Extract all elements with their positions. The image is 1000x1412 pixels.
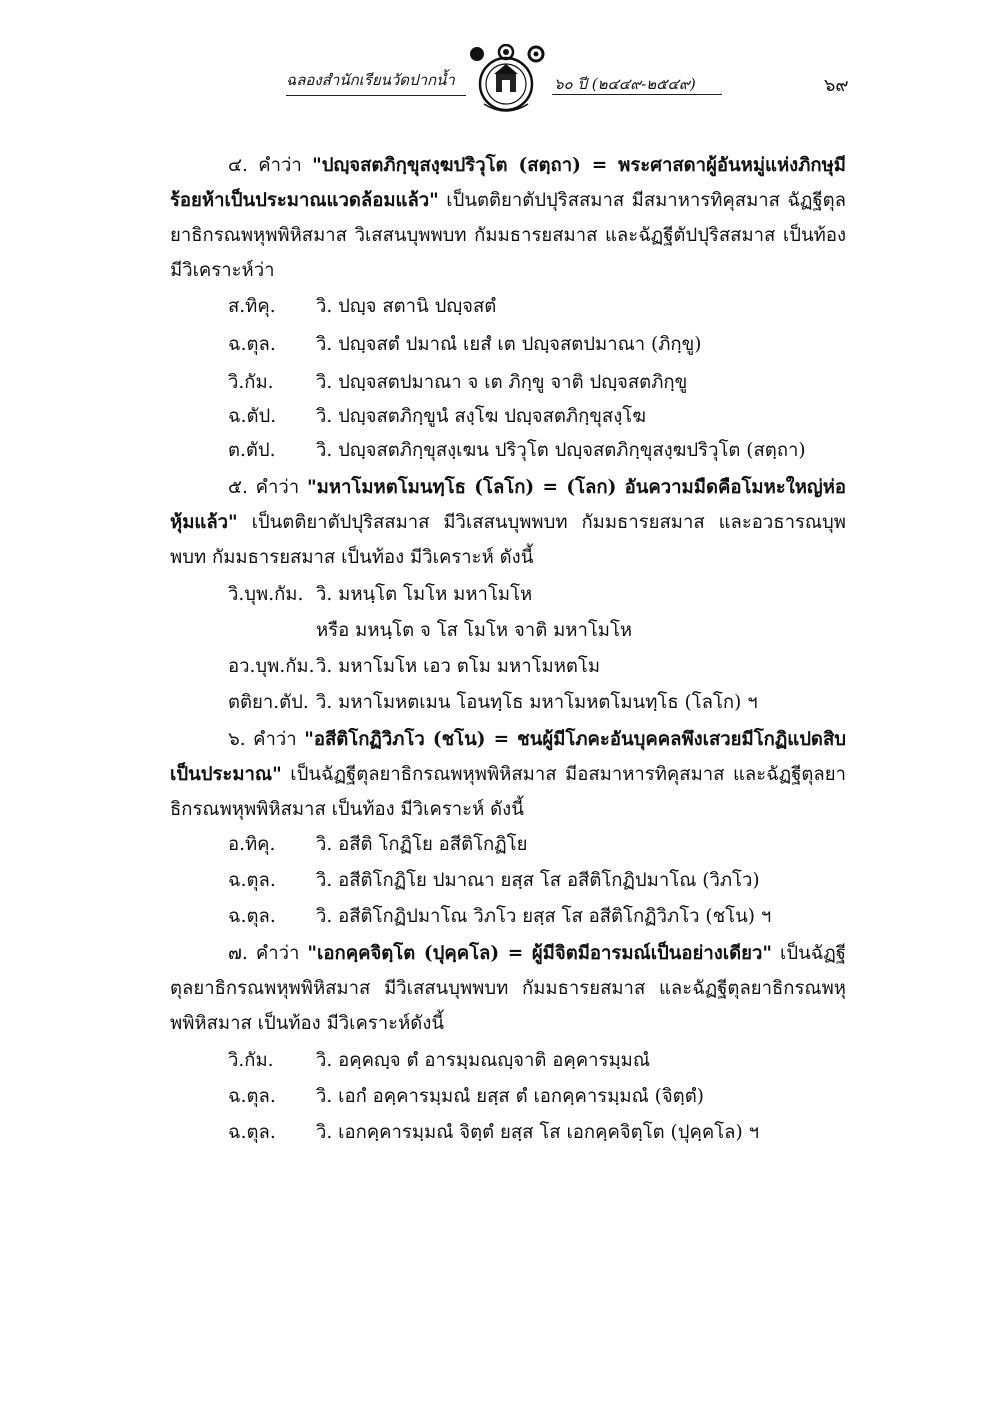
section-5-description: เป็นตติยาตัปปุริสสมาส มีวิเสสนบุพพบท กัมมธารยสมาส และอวธารณบุพพบท กัมมธารยสมาส เป็นท้อง มีวิเคราะห์ ดังนี้ (170, 512, 846, 568)
row-text: วิ. เอกํ อคฺคารมฺมณํ ยสฺส ตํ เอกคฺคารมฺมณํ (จิตฺตํ) (316, 1086, 704, 1107)
section-7-description: เป็นฉัฏฐีตุลยาธิกรณพหุพพิหิสมาส มีวิเสสนบุพพบท กัมมธารยสมาส และฉัฏฐีตุลยาธิกรณพหุพพิหิสมาส เป็นท้อง มีวิเคราะห์ดังนี้ (170, 943, 846, 1034)
header-divider (552, 94, 722, 95)
row-text: วิ. เอกคฺคารมฺมณํ จิตฺตํ ยสฺส โส เอกคฺคจิตฺโต (ปุคฺคโล) ฯ (316, 1122, 759, 1143)
section-4-term: "ปญฺจสตภิกฺขุสงฺฆปริวุโต (สตฺถา) = พระศาสดาผู้อันหมู่แห่งภิกษุมีร้อยห้าเป็นประมาณแวดล้อมแล้ว" (170, 155, 846, 211)
header-center-title: ๖๐ ปี (๒๔๔๙-๒๕๔๙) (554, 75, 696, 93)
row-text: วิ. อคฺคญฺจ ตํ อารมฺมณญฺจาติ อคฺคารมฺมณํ (316, 1050, 651, 1071)
section-7-paragraph (170, 936, 846, 1041)
row-label: ส.ทิคุ. (228, 296, 276, 317)
section-4-paragraph (170, 148, 846, 288)
row-label: ต.ตัป. (228, 440, 276, 461)
page-number: ๖๙ (824, 75, 849, 96)
section-6-description: เป็นฉัฏฐีตุลยาธิกรณพหุพพิหิสมาส มีอสมาหารทิคุสมาส และฉัฏฐีตุลยาธิกรณพหุพพิหิสมาส เป็นท้อง มีวิเคราะห์ ดังนี้ (170, 764, 846, 820)
row-label: ตติยา.ตัป. (228, 692, 309, 713)
row-label: ฉ.ตัป. (228, 406, 277, 427)
row-text: วิ. อสีติ โกฏิโย อสีติโกฏิโย (316, 834, 528, 855)
header-left-title: ฉลองสำนักเรียนวัดปากน้ำ (286, 68, 466, 96)
row-text: วิ. ปญฺจสตํ ปมาณํ เยสํ เต ปญฺจสตปมาณา (ภิกฺขู) (316, 334, 702, 355)
row-text: วิ. ปญฺจสตปมาณา จ เต ภิกฺขู จาติ ปญฺจสตภิกฺขู (316, 372, 688, 393)
section-6-term: "อสีติโกฏิวิภโว (ชโน) = ชนผู้มีโภคะอันบุคคลพึงเสวยมีโกฏิแปดสิบเป็นประมาณ" (170, 729, 846, 785)
row-text: วิ. ปญฺจ สตานิ ปญฺจสตํ (316, 296, 497, 317)
section-7-term: "เอกคฺคจิตฺโต (ปุคฺคโล) = ผู้มีจิตมีอารมณ์เป็นอย่างเดียว" (307, 943, 772, 964)
row-text: วิ. อสีติโกฏิโย ปมาณา ยสฺส โส อสีติโกฏิปมาโณ (วิภโว) (316, 870, 760, 891)
row-label: อ.ทิคุ. (228, 834, 276, 855)
section-5-term: "มหาโมหตโมนทฺโธ (โลโก) = (โลก) อันความมืดคือโมหะใหญ่ห่อหุ้มแล้ว" (170, 477, 847, 533)
section-6-intro: ๖. คำว่า (228, 729, 297, 750)
section-5-paragraph (170, 470, 846, 575)
row-text: วิ. มหาโมโห เอว ตโม มหาโมหตโม (316, 656, 601, 677)
section-4-description: เป็นตติยาตัปปุริสสมาส มีสมาหารทิคุสมาส ฉัฏฐีตุลยาธิกรณพหุพพิหิสมาส วิเสสนบุพพบท กัมมธารยสมาส และฉัฏฐีตัปปุริสสมาส เป็นท้อง มีวิเคราะห์ว่า (170, 190, 847, 281)
row-label: วิ.กัม. (228, 1050, 274, 1071)
section-6-paragraph (170, 722, 846, 827)
row-text: วิ. มหนฺโต โมโห มหาโมโห (316, 584, 533, 605)
row-label: ฉ.ตุล. (228, 906, 276, 927)
section-7-intro: ๗. คำว่า (228, 943, 300, 964)
section-5-intro: ๕. คำว่า (228, 477, 300, 498)
row-text: วิ. ปญฺจสตภิกฺขุสงฺเฆน ปริวุโต ปญฺจสตภิกฺขุสงฺฆปริวุโต (สตฺถา) (316, 440, 806, 461)
row-label: ฉ.ตุล. (228, 870, 276, 891)
row-text: วิ. มหาโมหตเมน โอนทฺโธ มหาโมหตโมนทฺโธ (โลโก) ฯ (316, 692, 758, 713)
row-label: อว.บุพ.กัม. (228, 656, 315, 677)
row-text: หรือ มหนฺโต จ โส โมโห จาติ มหาโมโห (316, 620, 633, 641)
row-label: ฉ.ตุล. (228, 1086, 276, 1107)
row-text: วิ. อสีติโกฏิปมาโณ วิภโว ยสฺส โส อสีติโกฏิวิภโว (ชโน) ฯ (316, 906, 772, 927)
row-label: วิ.กัม. (228, 372, 274, 393)
emblem-logo (466, 44, 546, 120)
row-label: ฉ.ตุล. (228, 1122, 276, 1143)
row-label: ฉ.ตุล. (228, 334, 276, 355)
row-label: วิ.บุพ.กัม. (228, 584, 304, 605)
row-text: วิ. ปญฺจสตภิกฺขูนํ สงฺโฆ ปญฺจสตภิกฺขุสงฺโฆ (316, 406, 646, 427)
section-4-intro: ๔. คำว่า (228, 155, 302, 176)
emblem-icon (466, 44, 546, 120)
